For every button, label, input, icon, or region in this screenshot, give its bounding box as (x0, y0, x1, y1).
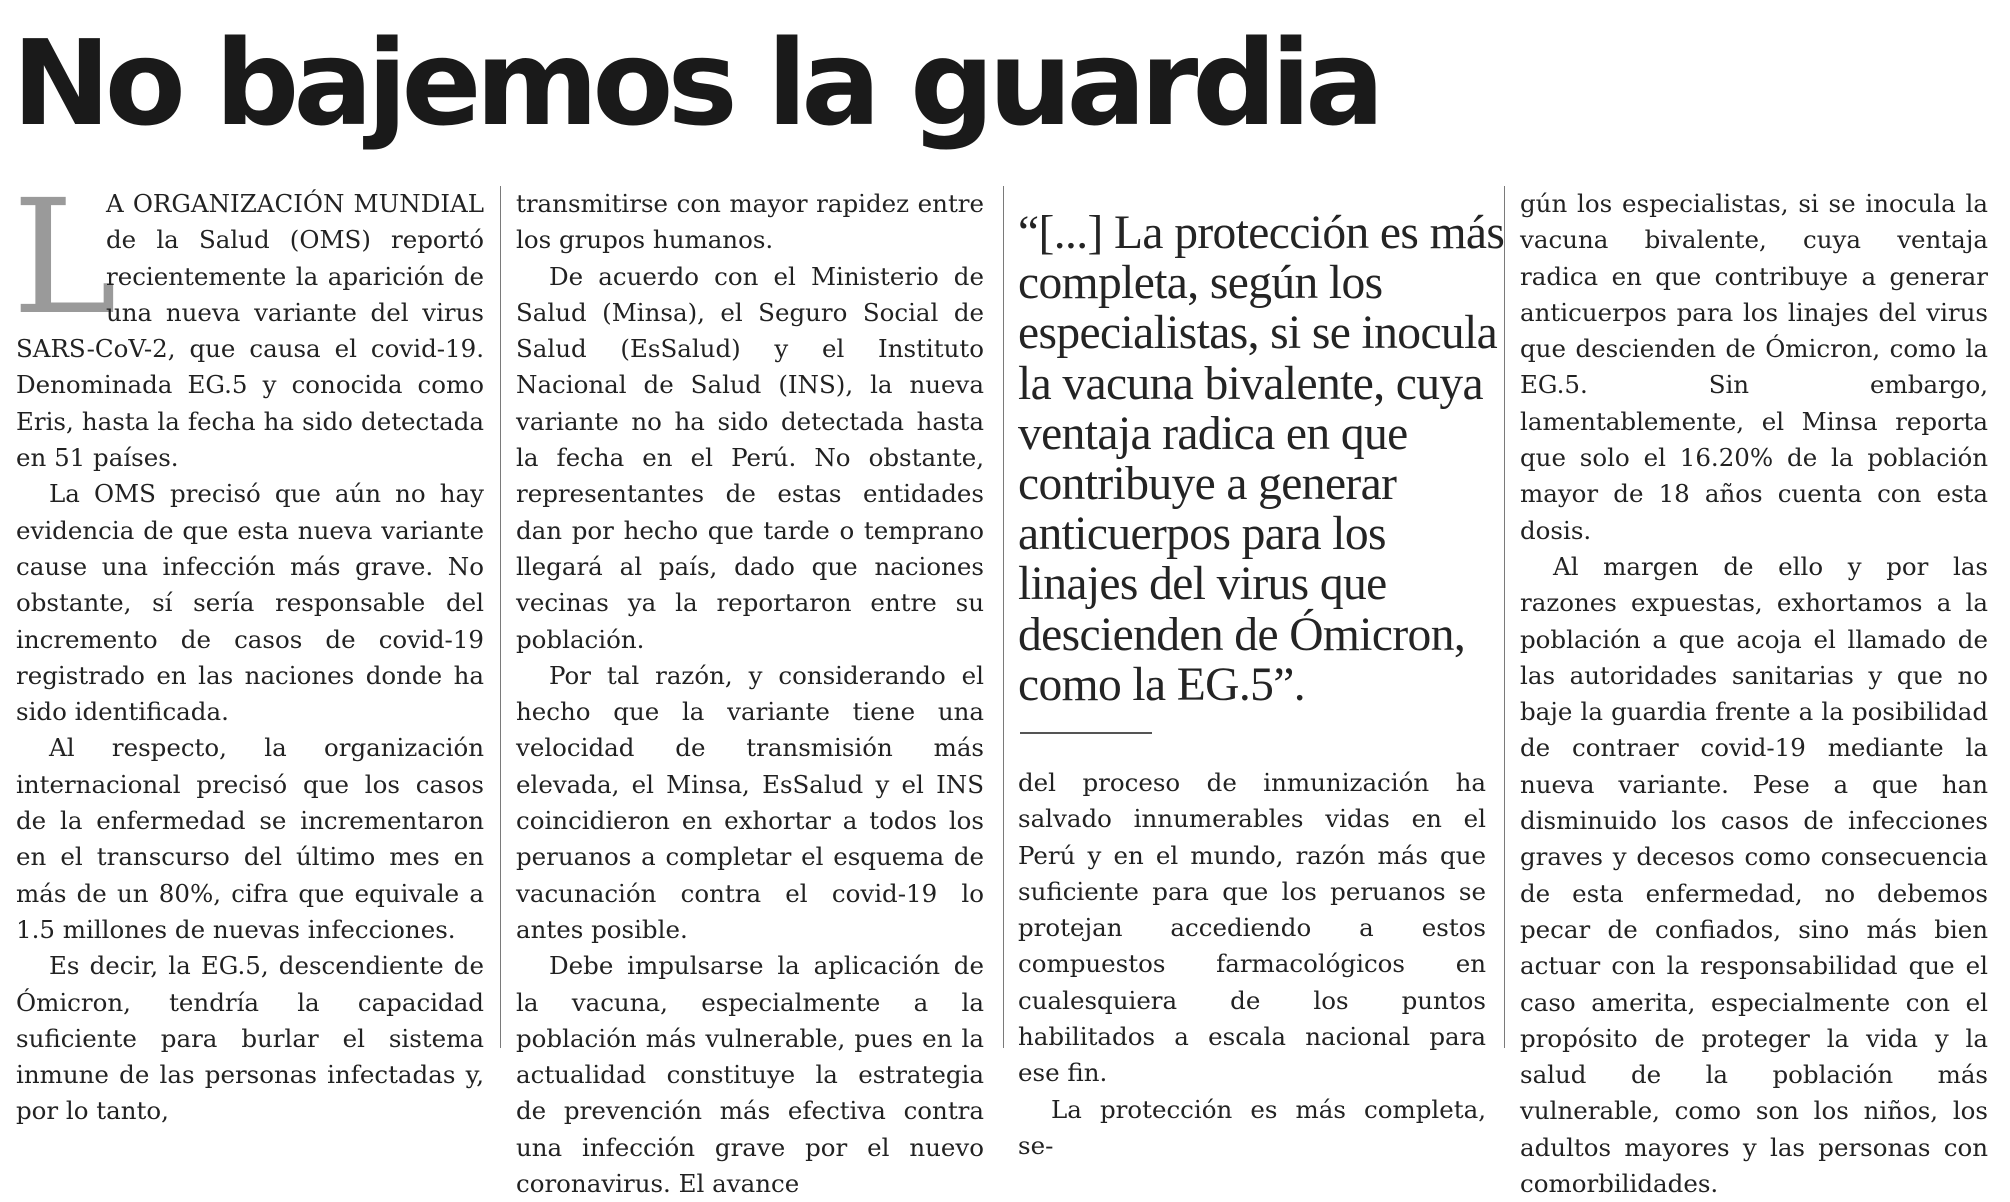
pull-quote-rule (1020, 732, 1152, 734)
article-paragraph: Debe impulsarse la aplicación de la vacuna, especialmente a la población más vulnerable, pues en la actualidad constituye la estrategia de prevención más efectiva contra una infección grave por el nuevo coronavirus. El avance (516, 951, 984, 1199)
article-paragraph: La OMS precisó que aún no hay evidencia de que esta nueva variante cause una infección más grave. No obstante, sí sería responsable del incremento de casos de covid-19 registrado en las naciones donde ha sido identificada. (16, 479, 484, 727)
article-paragraph: Por tal razón, y considerando el hecho que la variante tiene una velocidad de transmisión más elevada, el Minsa, EsSalud y el INS coincidieron en exhortar a todos los peruanos a completar el esquema de vacunación contra el covid-19 lo antes posible. (516, 660, 984, 944)
article-paragraph: De acuerdo con el Ministerio de Salud (Minsa), el Seguro Social de Salud (EsSalud) y el Instituto Nacional de Salud (INS), la nueva variante no ha sido detectada hasta la fecha en el Perú. No obstante, representantes de estas entidades dan por hecho que tarde o temprano llegará al país, dado que naciones vecinas ya la reportaron entre su población. (516, 261, 984, 654)
drop-cap: L (12, 166, 117, 350)
article-paragraph: La protección es más completa, se- (1018, 1094, 1486, 1160)
article-paragraph: Es decir, la EG.5, descendiente de Ómicron, tendría la capacidad suficiente para burlar el sistema inmune de las personas infectadas y, por lo tanto, (16, 951, 484, 1126)
article-paragraph: Al margen de ello y por las razones expuestas, exhortamos a la población a que acoja el llamado de las autoridades sanitarias y que no baje la guardia frente a la posibilidad de contraer covid-19 mediante la nueva variante. Pese a que han disminuido los casos de infecciones graves y decesos como consecuencia de esta enfermedad, no debemos pecar de confiados, sino más bien actuar con la responsabilidad que el caso amerita, especialmente con el propósito de proteger la vida y la salud de la población más vulnerable, como son los niños, los adultos mayores y las personas con comorbilidades. (1520, 551, 1988, 1199)
article-column-2 (516, 186, 984, 1202)
article-paragraph: gún los especialistas, si se inocula la vacuna bivalente, cuya ventaja radica en que contribuye a generar anticuerpos para los linajes del virus que descienden de Ómicron, como la EG.5. Sin embargo, lamentablemente, el Minsa reporta que solo el 16.20% de la población mayor de 18 años cuenta con esta dosis. (1520, 189, 1988, 545)
article-column-1 (12, 166, 484, 1130)
article-paragraph (12, 166, 484, 476)
pull-quote: “[...] La protección es más completa, según los especialistas, si se inocula la vacuna bivalente, cuya ventaja radica en que contribuye a generar anticuerpos para los linajes del virus que descienden de Ómicron, como la EG.5”. (1018, 207, 1505, 711)
article-paragraph: Al respecto, la organización internacional precisó que los casos de la enfermedad se incrementaron en el transcurso del último mes en más de un 80%, cifra que equivale a 1.5 millones de nuevas infecciones. (16, 733, 484, 944)
article-column-4 (1520, 186, 1988, 1202)
headline: No bajemos la guardia (12, 14, 1379, 152)
column-divider (1003, 186, 1004, 1048)
column-divider (500, 186, 501, 1048)
paragraph-text: A ORGANIZACIÓN MUNDIAL de la Salud (OMS) reportó recientemente la aparición de una nueva variante del virus SARS-CoV-2, que causa el covid-19. Denominada EG.5 y conocida como Eris, hasta la fecha ha sido detectada en 51 países. (16, 189, 484, 473)
article-column-3 (1018, 765, 1486, 1164)
article-paragraph: del proceso de inmunización ha salvado innumerables vidas en el Perú y en el mundo, razón más que suficiente para que los peruanos se protejan accediendo a estos compuestos farmacológicos en cualesquiera de los puntos habilitados a escala nacional para ese fin. (1018, 768, 1486, 1088)
article-paragraph: transmitirse con mayor rapidez entre los grupos humanos. (516, 189, 984, 255)
